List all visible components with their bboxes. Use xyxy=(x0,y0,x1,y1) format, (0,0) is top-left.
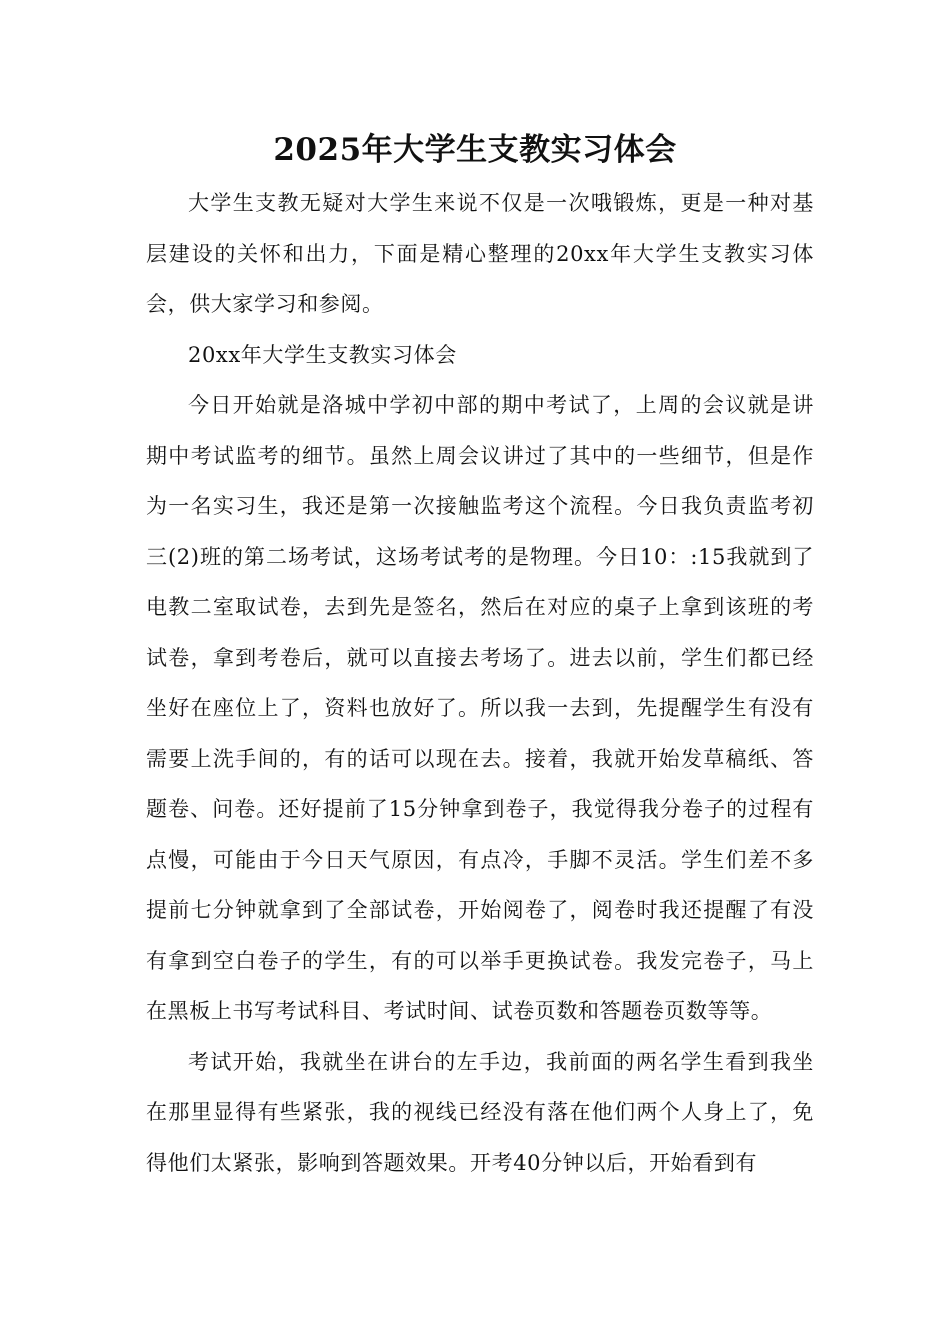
document-title: 2025年大学生支教实习体会 xyxy=(273,132,677,168)
document-body xyxy=(146,178,814,1188)
body-paragraph: 考试开始，我就坐在讲台的左手边，我前面的两名学生看到我坐在那里显得有些紧张，我的视线已经没有落在他们两个人身上了，免得他们太紧张，影响到答题效果。开考40分钟以后，开始看到有 xyxy=(146,1049,814,1175)
intro-paragraph: 大学生支教无疑对大学生来说不仅是一次哦锻炼，更是一种对基层建设的关怀和出力，下面是精心整理的20xx年大学生支教实习体会，供大家学习和参阅。 xyxy=(146,191,814,316)
body-paragraph: 今日开始就是洛城中学初中部的期中考试了，上周的会议就是讲期中考试监考的细节。虽然上周会议讲过了其中的一些细节，但是作为一名实习生，我还是第一次接触监考这个流程。今日我负责监考初三(2)班的第二场考试，这场考试考的是物理。今日10：:15我就到了电教二室取试卷，去到先是签名，然后在对应的桌子上拿到该班的考试卷，拿到考卷后，就可以直接去考场了。进去以前，学生们都已经坐好在座位上了，资料也放好了。所以我一去到，先提醒学生有没有需要上洗手间的，有的话可以现在去。接着，我就开始发草稿纸、答题卷、问卷。还好提前了15分钟拿到卷子，我觉得我分卷子的过程有点慢，可能由于今日天气原因，有点冷，手脚不灵活。学生们差不多提前七分钟就拿到了全部试卷，开始阅卷了，阅卷时我还提醒了有没有拿到空白卷子的学生，有的可以举手更换试卷。我发完卷子，马上在黑板上书写考试科目、考试时间、试卷页数和答题卷页数等等。 xyxy=(146,393,814,1023)
section-heading: 20xx年大学生支教实习体会 xyxy=(188,342,457,367)
